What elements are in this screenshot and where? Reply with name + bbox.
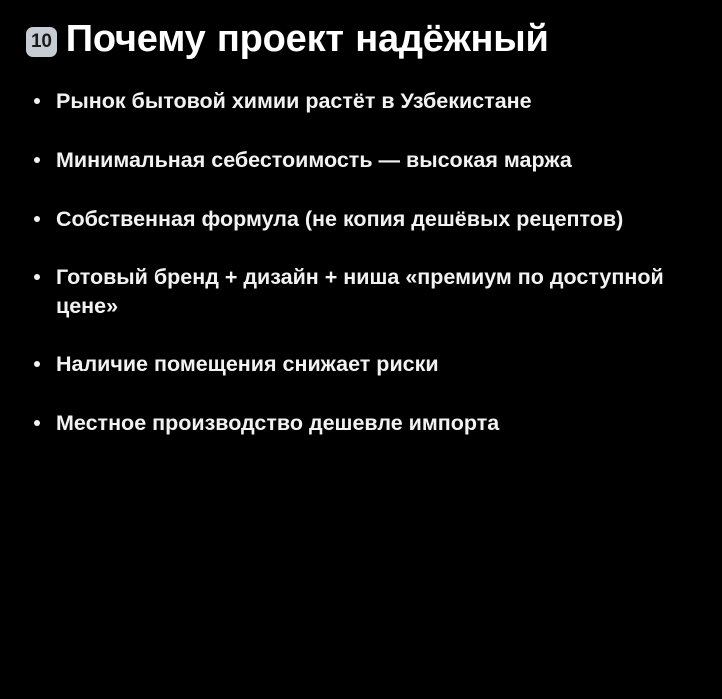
bullet-dot-icon: [34, 98, 40, 104]
bullet-dot-icon: [34, 420, 40, 426]
list-item: [28, 263, 696, 320]
list-item-label: Собственная формула (не копия дешёвых рецептов): [56, 206, 624, 231]
bullet-dot-icon: [34, 361, 40, 367]
list-item: [28, 350, 696, 379]
bullet-dot-icon: [34, 157, 40, 163]
list-item: [28, 205, 696, 234]
list-item: [28, 87, 696, 116]
slide-heading: [26, 18, 696, 61]
bullet-dot-icon: [34, 216, 40, 222]
list-item-label: Наличие помещения снижает риски: [56, 352, 439, 377]
page-title: [26, 18, 696, 61]
slide-number-badge: 10: [26, 27, 57, 57]
list-item-label: Минимальная себестоимость — высокая маржа: [56, 147, 572, 172]
list-item: [28, 409, 696, 438]
page-title-text: Почему проект надёжный: [65, 18, 549, 60]
bullet-list: [26, 87, 696, 437]
bullet-dot-icon: [34, 274, 40, 280]
list-item-label: Местное производство дешевле импорта: [56, 410, 500, 435]
list-item: [28, 146, 696, 175]
list-item-label: Рынок бытовой химии растёт в Узбекистане: [56, 89, 532, 114]
list-item-label: Готовый бренд + дизайн + ниша «премиум по доступной цене»: [56, 265, 664, 318]
